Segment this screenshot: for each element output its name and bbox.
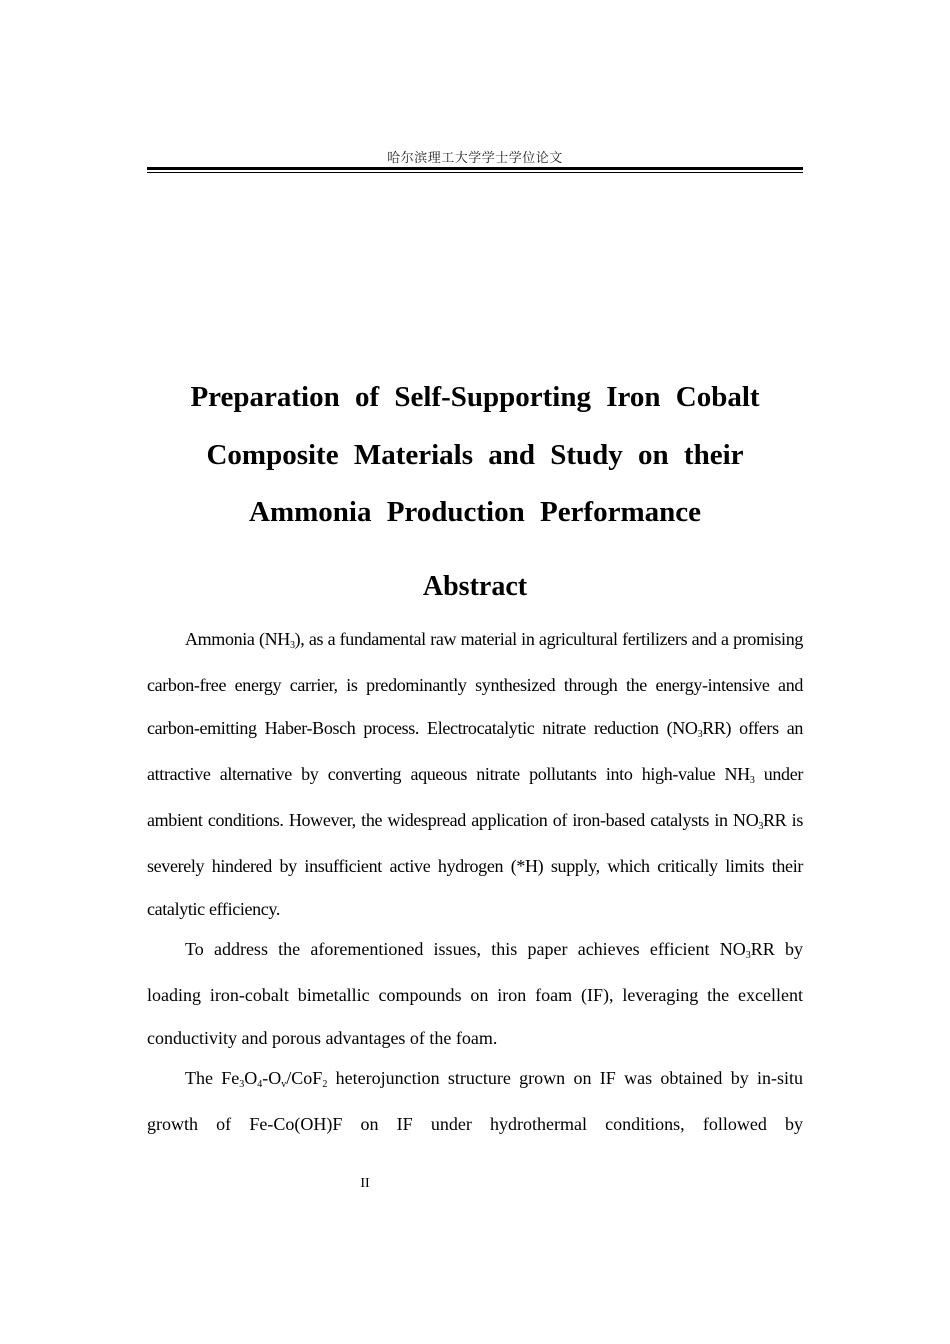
- p1-text-e: RR is severely hindered by insufficient active hydrogen (*H) supply, which critically limits their catalytic efficiency.: [147, 810, 803, 919]
- p1-subscript-c: 3: [749, 775, 755, 786]
- p2-subscript-a: 3: [745, 950, 751, 961]
- p3-text-a: The Fe: [185, 1068, 240, 1088]
- title-line-2: Composite Materials and Study on their: [206, 438, 744, 471]
- p1-subscript-b: 3: [697, 729, 703, 740]
- abstract-heading: Abstract: [422, 571, 528, 602]
- header-rule-thick: [147, 167, 803, 170]
- p1-subscript-a: 3: [289, 640, 295, 651]
- p2-text-b: RR by loading iron-cobalt bimetallic compounds on iron foam (IF), leveraging the excellent conductivity and porous advantages of the foam.: [147, 939, 803, 1048]
- p3-text-c: -O: [262, 1068, 282, 1088]
- p3-text-b: O: [244, 1068, 258, 1088]
- abstract-paragraph-2: [147, 928, 803, 1060]
- p3-subscript-c: v: [281, 1079, 287, 1090]
- p1-text-a: Ammonia (NH: [185, 629, 290, 649]
- header-rule-thin: [147, 172, 803, 173]
- thesis-title: [147, 369, 803, 542]
- abstract-paragraph-1: [147, 618, 803, 931]
- p1-text-d: under ambient conditions. However, the widespread application of iron-based catalysts in NO: [147, 764, 803, 830]
- p1-text-b: ), as a fundamental raw material in agricultural fertilizers and a promising carbon-free energy carrier, is predominantly synthesized through the energy-intensive and carbon-emitting Haber-Bosch process. Electrocatalytic nitrate reduction (NO: [147, 629, 803, 738]
- title-line-1: Preparation of Self-Supporting Iron Cobalt: [190, 381, 760, 413]
- title-line-3: Ammonia Production Performance: [249, 496, 701, 528]
- p1-subscript-d: 3: [758, 821, 764, 832]
- abstract-body: [147, 618, 803, 1143]
- p3-subscript-b: 4: [257, 1079, 263, 1090]
- p3-text-d: /CoF: [286, 1068, 323, 1088]
- p2-text-a: To address the aforementioned issues, this paper achieves efficient NO: [185, 939, 746, 959]
- abstract-paragraph-3: [147, 1057, 803, 1146]
- running-header: 哈尔滨理工大学学士学位论文: [387, 151, 563, 166]
- p1-text-c: RR) offers an attractive alternative by converting aqueous nitrate pollutants into high-value NH: [147, 718, 803, 784]
- p3-subscript-d: 2: [322, 1079, 328, 1090]
- p3-subscript-a: 3: [239, 1079, 245, 1090]
- page-number: II: [360, 1176, 370, 1191]
- p3-text-e: heterojunction structure grown on IF was obtained by in-situ growth of Fe-Co(OH)F on IF under hydrothermal conditions, followed by: [147, 1068, 803, 1134]
